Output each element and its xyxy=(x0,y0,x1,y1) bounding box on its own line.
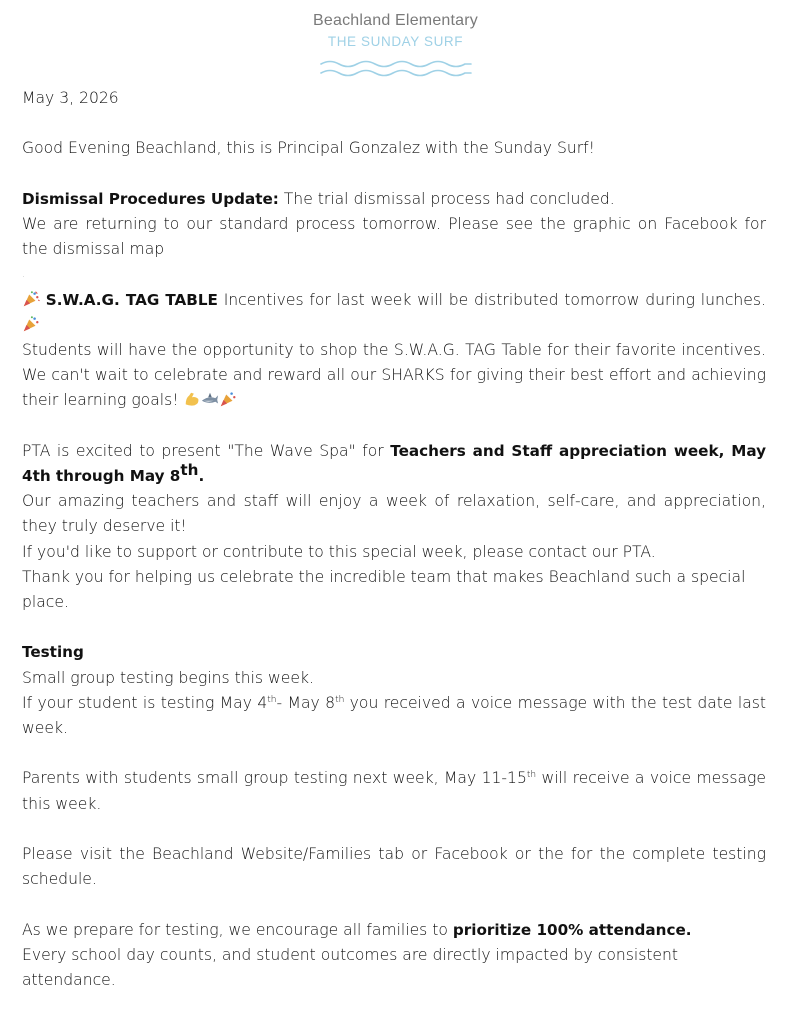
dismissal-section xyxy=(22,187,766,212)
attendance-emphasis: prioritize 100% attendance. xyxy=(452,920,692,939)
testing-line-2a: If your student is testing May 4 xyxy=(22,693,268,712)
swag-heading: S.W.A.G. TAG TABLE xyxy=(45,290,218,309)
newsletter-header xyxy=(0,10,791,78)
testing-line-3a: Parents with students small group testing next week, May 11-15 xyxy=(22,769,527,788)
dismissal-line-2: We are returning to our standard process tomorrow. Please see the graphic on Facebook for the dismissal map xyxy=(22,214,766,259)
testing-heading: Testing xyxy=(22,643,84,662)
testing-line-3 xyxy=(22,766,766,816)
pta-line-3: If you'd like to support or contribute to this special week, please contact our PTA. xyxy=(22,542,656,561)
testing-line-3b: will receive a voice message this week. xyxy=(22,769,766,813)
stray-mark: . xyxy=(22,270,25,280)
pta-line-2: Our amazing teachers and staff will enjoy a week of relaxation, self-care, and appreciation, they truly deserve it! xyxy=(22,492,766,536)
swag-section xyxy=(22,288,766,338)
dismissal-line-1: The trial dismissal process had concluded. xyxy=(278,189,615,208)
dismissal-heading: Dismissal Procedures Update: xyxy=(22,189,279,208)
testing-line-2c: you received a voice message with the test date last week. xyxy=(22,693,767,737)
testing-line-5a: As we prepare for testing, we encourage all families to xyxy=(22,920,453,939)
pta-bold-text: Teachers and Staff appreciation week, May 4th through May 8 xyxy=(22,441,767,485)
testing-line-2 xyxy=(22,691,766,741)
pta-bold-end: . xyxy=(198,466,205,485)
party-popper-icon xyxy=(22,290,40,308)
testing-line-2b: - May 8 xyxy=(276,693,336,712)
party-popper-icon xyxy=(22,315,40,333)
testing-line-6: Every school day counts, and student outcomes are directly impacted by consistent attendance. xyxy=(22,945,679,989)
newsletter-date: May 3, 2026 xyxy=(22,89,119,107)
newsletter-body xyxy=(22,86,766,993)
swag-line-2: Students will have the opportunity to shop the S.W.A.G. TAG Table for their favorite incentives. We can't wait to celebrate and reward all our SHARKS for giving their best effort and achieving their learning goals! xyxy=(22,340,766,410)
wave-decoration-icon xyxy=(319,58,473,78)
pta-section xyxy=(22,439,766,489)
school-name: Beachland Elementary xyxy=(313,12,478,29)
pta-intro: PTA is excited to present "The Wave Spa" for xyxy=(22,441,391,460)
swag-line-1: Incentives for last week will be distributed tomorrow during lunches. xyxy=(217,290,766,309)
testing-sup-2: th xyxy=(335,694,345,705)
pta-line-4: Thank you for helping us celebrate the incredible team that makes Beachland such a special place. xyxy=(22,567,746,611)
testing-line-5 xyxy=(22,918,766,943)
pta-bold-sup: th xyxy=(180,460,199,479)
shark-icon xyxy=(201,390,219,408)
testing-line-4: Please visit the Beachland Website/Families tab or Facebook or the for the complete testing schedule. xyxy=(22,844,766,889)
testing-sup-1: th xyxy=(267,694,277,705)
newsletter-title: THE SUNDAY SURF xyxy=(327,34,464,49)
flexed-biceps-icon xyxy=(183,390,201,408)
greeting: Good Evening Beachland, this is Principal Gonzalez with the Sunday Surf! xyxy=(22,139,595,158)
swag-line-2-wrap xyxy=(22,338,766,414)
party-popper-icon xyxy=(219,390,237,408)
testing-line-1: Small group testing begins this week. xyxy=(22,668,314,687)
testing-sup-3: th xyxy=(526,770,537,781)
